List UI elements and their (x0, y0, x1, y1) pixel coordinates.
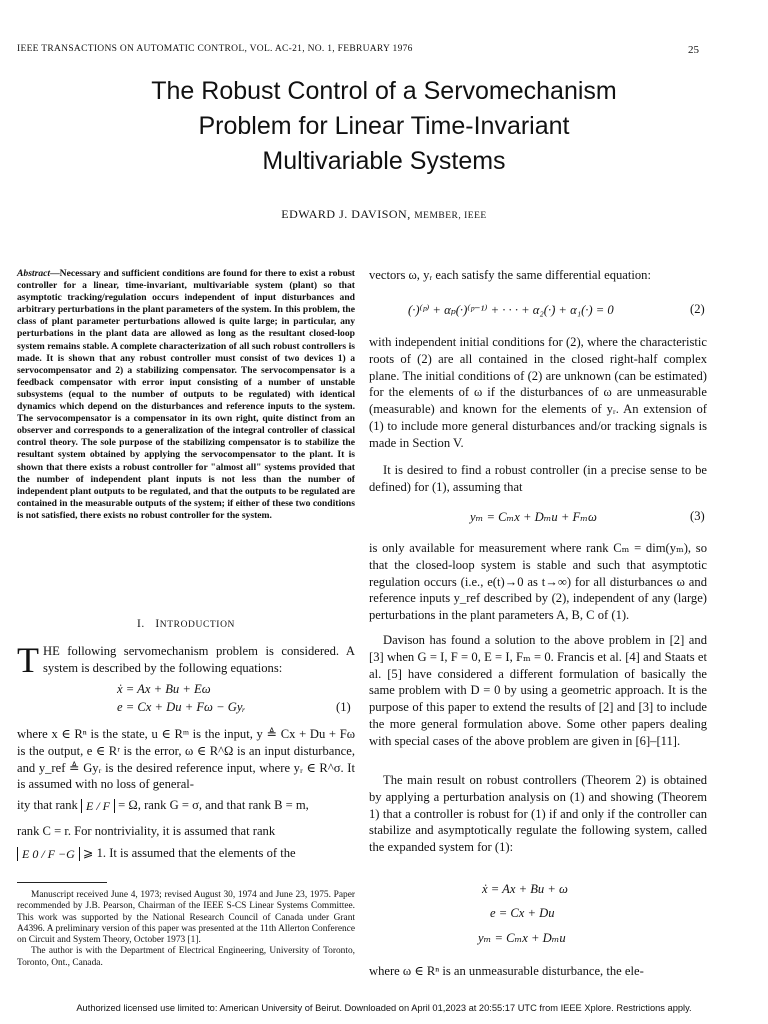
section-heading (17, 618, 355, 630)
footnote-rule (17, 882, 107, 883)
footnote (17, 890, 355, 969)
right-text-2: with independent initial conditions for (2), where the characteristic roots of (2) are all contained in the closed right-half complex plane. The initial conditions of (2) are unknown (can be estimated) for the elements of ω if the disturbances of ω are unmeasurable (measurable) and known for the elements of yᵣ. An extension of (1) to include more general disturbances and/or tracking signals is made in Section V. (369, 335, 707, 450)
right-text-7: where ω ∈ Rⁿ is an unmeasurable disturbance, the ele- (369, 964, 644, 978)
author-name: EDWARD J. DAVISON, (281, 207, 411, 221)
equation-4-line-2: e = Cx + Du (490, 906, 555, 920)
abstract-text: —Necessary and sufficient conditions are found for there to exist a robust controller for a linear, time-invariant, multivariable system (plant) so that asymptotic tracking/regulation occurs independent of input disturbances and arbitrary perturbations in the plant parameters of the system. In this problem, the class of plant parameter perturbations allowed is quite large; in particular, any perturbations in the plant data are allowed as long as the resultant closed-loop system remains stable. A complete characterization of all such robust controllers is made. It is shown that any robust controller must consist of two devices 1) a servocompensator and 2) a stabilizing compensator. The servocompensator is a feedback compensator with error input consisting of a number of unstable subsystems (equal to the number of outputs to be regulated) with identical dynamics which depend on the disturbances and reference inputs to the system. The servocompensator is a compensator in its own right, quite distinct from an observer and corresponds to a generalization of the integral controller of classical control theory. The sole purpose of the stabilizing compensator is to stabilize the resultant system obtained by applying the servocompensator to the plant. It is shown that there exists a robust controller for "almost all" systems provided that the number of independent plant inputs is not less than the number of independent plant outputs to be regulated, and that the outputs to be regulated are contained in the measurable outputs of the system; if either of these two conditions is not satisfied, there exists no robust controller for the system. (17, 268, 355, 521)
rank-text-a: ity that rank (17, 798, 78, 812)
author-line (100, 207, 668, 222)
matrix-e-f: E / F (81, 799, 115, 813)
paper-title (30, 74, 738, 179)
nontriviality-line (17, 845, 355, 862)
intro-text-2: where x ∈ Rⁿ is the state, u ∈ Rᵐ is the input, y ≜ Cx + Du + Fω is the output, e ∈ Rʳ is the error, ω ∈ R^Ω is an input disturbance, and y_ref ≜ Gyᵣ is the desired reference input, where yᵣ ∈ R^σ. It is assumed with no loss of general- (17, 727, 355, 792)
footnote-manuscript: Manuscript received June 4, 1973; revised August 30, 1974 and June 23, 1975. Paper recommended by J.B. Pearson, Chairman of the IEEE S-CS Linear Systems Committee. This work was supported by the National Research Council of Canada under Grant A4396. A preliminary version of this paper was presented at the 11th Allerton Conference on Circuit and System Theory, October 1973 [1]. (17, 890, 355, 946)
equation-1-number: (1) (336, 700, 351, 714)
license-footer: Authorized licensed use limited to: American University of Beirut. Downloaded on April 01,2023 at 20:55:17 UTC from IEEE Xplore. Restrictions apply. (76, 1003, 692, 1013)
equation-4-line-1: ẋ = Ax + Bu + ω (482, 882, 568, 896)
page-number: 25 (688, 44, 699, 56)
equation-2-number: (2) (690, 302, 705, 316)
rank-c-line: rank C = r. For nontriviality, it is assumed that rank (17, 824, 276, 838)
rank-condition-line (17, 797, 355, 814)
equation-1-line-2: e = Cx + Du + Fω − Gyᵣ (117, 700, 246, 714)
right-text-1: vectors ω, yᵣ each satisfy the same differential equation: (369, 268, 651, 282)
right-text-5: Davison has found a solution to the above problem in [2] and [3] when G = I, F = 0, E = I, Fₘ = 0. Francis et al. [4] and Staats et al. [5] have considered a different formulation of basically the same problem with D = 0 by using a geometric approach. It is the purpose of this paper to extend the results of [2] and [3] to include the more general formulation above. Some other papers dealing with special cases of the above problem are given in [6]–[11]. (369, 633, 707, 748)
section-title-rest: NTRODUCTION (159, 620, 235, 630)
footnote-affiliation: The author is with the Department of Electrical Engineering, University of Toronto, Toronto, Ont., Canada. (17, 946, 355, 968)
equation-3-number: (3) (690, 509, 705, 523)
rank-text-b: = Ω, rank G = σ, and that rank B = m, (118, 798, 309, 812)
title-line-1: The Robust Control of a Servomechanism (151, 77, 617, 105)
title-line-3: Multivariable Systems (262, 147, 506, 175)
nontriviality-text: ⩾ 1. It is assumed that the elements of the (82, 846, 296, 860)
intro-paragraph-2 (17, 726, 355, 793)
abstract-label: Abstract (17, 268, 51, 279)
title-line-2: Problem for Linear Time-Invariant (198, 112, 570, 140)
intro-text-1: HE following servomechanism problem is considered. A system is described by the following equations: (43, 644, 355, 675)
equation-3: yₘ = Cₘx + Dₘu + Fₘω (470, 510, 597, 524)
equation-2: (·)⁽ᵖ⁾ + αₚ(·)⁽ᵖ⁻¹⁾ + · · · + α₂(·̇) + α₁(·) = 0 (408, 303, 614, 317)
equation-4-line-3: yₘ = Cₘx + Dₘu (478, 931, 566, 945)
equation-1-line-1: ẋ = Ax + Bu + Eω (117, 682, 211, 696)
right-text-6: The main result on robust controllers (Theorem 2) is obtained by applying a perturbation analysis on (1) and showing (Theorem 1) that a controller is robust for (1) if and only if the controller can stabilize and asymptotically regulate the following system, called the expanded system for (1): (369, 773, 707, 855)
section-number: I. (137, 618, 145, 630)
drop-cap: T (17, 640, 39, 680)
running-head: IEEE TRANSACTIONS ON AUTOMATIC CONTROL, VOL. AC-21, NO. 1, FEBRUARY 1976 (17, 44, 413, 54)
right-text-3: It is desired to find a robust controller (in a precise sense to be defined) for (1), assuming that (369, 463, 707, 494)
intro-paragraph-1 (17, 640, 355, 680)
section-title-initial: I (155, 618, 160, 630)
right-text-4: is only available for measurement where rank Cₘ = dim(yₘ), so that the closed-loop system is stable and such that asymptotic regulation occurs (i.e., e(t)→0 as t→∞) for all disturbances ω and reference inputs y_ref described by (2), independent of any (large) perturbations in the plant parameters A, B, C of (1). (369, 541, 707, 623)
matrix-e-0-f-g: E 0 / F −G (17, 847, 80, 861)
abstract (17, 268, 355, 522)
author-membership: MEMBER, IEEE (414, 211, 487, 221)
